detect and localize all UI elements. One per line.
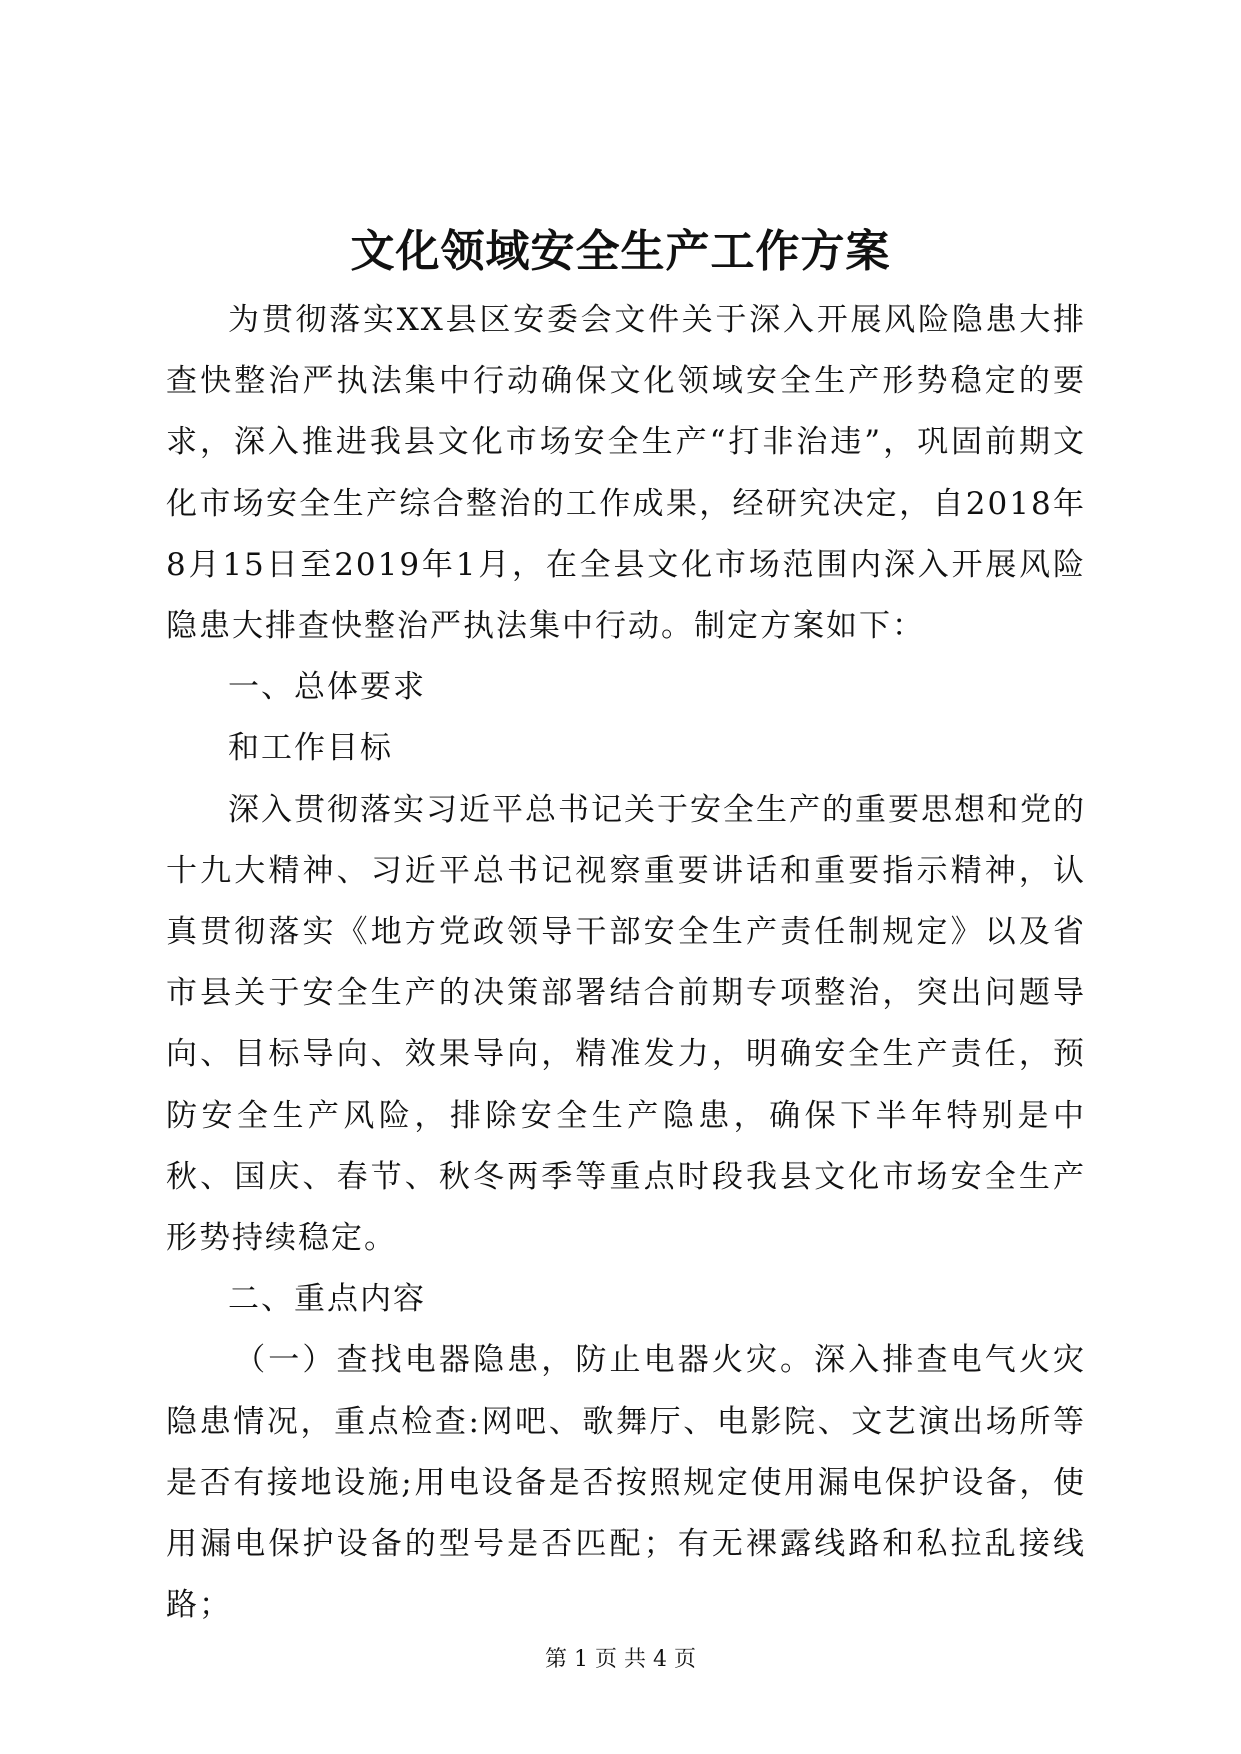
paragraph-electrical-hazards: （一）查找电器隐患，防止电器火灾。深入排查电气火灾隐患情况，重点检查:网吧、歌舞厅、电影院、文艺演出场所等是否有接地设施;用电设备是否按照规定使用漏电保护设备，使用漏电保护设备的型号是否匹配；有无裸露线路和私拉乱接线路；	[166, 1342, 1086, 1624]
document-body	[166, 290, 1086, 1636]
section-heading-1-continued: 和工作目标	[228, 730, 393, 767]
page-number-footer: 第 1 页 共 4 页	[545, 1647, 696, 1672]
paragraph-intro: 为贯彻落实XX县区安委会文件关于深入开展风险隐患大排查快整治严执法集中行动确保文化领域安全生产形势稳定的要求，深入推进我县文化市场安全生产“打非治违”，巩固前期文化市场安全生产综合整治的工作成果，经研究决定，自2018年8月15日至2019年1月，在全县文化市场范围内深入开展风险隐患大排查快整治严执法集中行动。制定方案如下：	[166, 302, 1086, 645]
section-heading-1: 一、总体要求	[228, 669, 426, 706]
document-title: 文化领域安全生产工作方案	[350, 226, 891, 277]
paragraph-goals: 深入贯彻落实习近平总书记关于安全生产的重要思想和党的十九大精神、习近平总书记视察重要讲话和重要指示精神，认真贯彻落实《地方党政领导干部安全生产责任制规定》以及省市县关于安全生产的决策部署结合前期专项整治，突出问题导向、目标导向、效果导向，精准发力，明确安全生产责任，预防安全生产风险，排除安全生产隐患，确保下半年特别是中秋、国庆、春节、秋冬两季等重点时段我县文化市场安全生产形势持续稳定。	[166, 791, 1086, 1257]
section-heading-2: 二、重点内容	[228, 1281, 426, 1318]
